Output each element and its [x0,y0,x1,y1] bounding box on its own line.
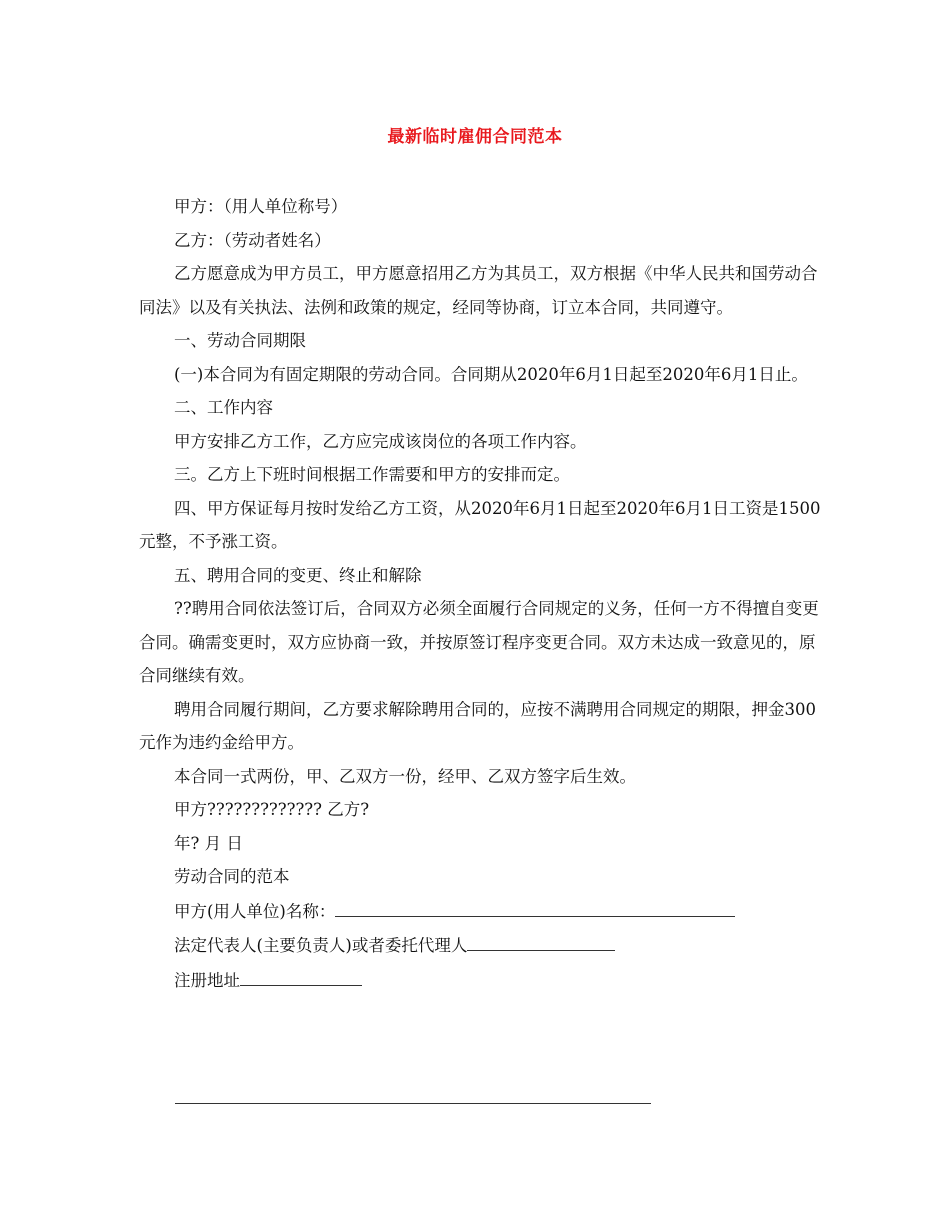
preamble-paragraph: 乙方愿意成为甲方员工，甲方愿意招用乙方为其员工，双方根据《中华人民共和国劳动合同法》以及有关执法、法例和政策的规定，经同等协商，订立本合同，共同遵守。 [139,264,818,317]
date-line: 年? 月 日 [174,833,243,853]
template-heading: 劳动合同的范本 [174,867,290,886]
changes-paragraph: ??聘用合同依法签订后，合同双方必须全面履行合同规定的义务，任何一方不得擅自变更合同。确需变更时，双方应协商一致，并按原签订程序变更合同。双方未达成一致意见的，原合同继续有效。 [139,599,819,685]
employer-name-field [139,894,829,929]
address-label: 注册地址 [174,970,240,990]
work-paragraph: 甲方安排乙方工作，乙方应完成该岗位的各项工作内容。 [174,431,587,451]
document-body [139,190,829,997]
address-blank [240,963,362,986]
address-continuation-blank [175,1103,651,1104]
term-paragraph: (一)本合同为有固定期限的劳动合同。合同期从2020年6月1日起至2020年6月1日止。 [174,364,808,384]
section-heading-changes: 五、聘用合同的变更、终止和解除 [174,565,422,585]
legal-rep-blank [467,928,615,951]
termination-paragraph: 聘用合同履行期间，乙方要求解除聘用合同的，应按不满聘用合同规定的期限，押金300元作为违约金给甲方。 [139,699,816,752]
legal-rep-field [139,928,829,963]
copies-paragraph: 本合同一式两份，甲、乙双方一份，经甲、乙双方签字后生效。 [174,766,636,786]
legal-rep-label: 法定代表人(主要负责人)或者委托代理人 [174,936,468,955]
party-a-line: 甲方：（用人单位称号） [174,197,348,216]
section-heading-term: 一、劳动合同期限 [174,331,306,350]
section-heading-work: 二、工作内容 [174,398,273,417]
salary-paragraph: 四、甲方保证每月按时发给乙方工资，从2020年6月1日起至2020年6月1日工资是1500元整，不予涨工资。 [139,498,821,551]
signature-line: 甲方????????????? 乙方? [174,800,370,819]
address-field [139,963,829,998]
employer-name-label: 甲方(用人单位)名称： [174,901,336,921]
document-title: 最新临时雇佣合同范本 [387,127,563,147]
party-b-line: 乙方：（劳动者姓名） [174,230,331,250]
hours-paragraph: 三。乙方上下班时间根据工作需要和甲方的安排而定。 [174,465,570,484]
employer-name-blank [335,894,735,917]
